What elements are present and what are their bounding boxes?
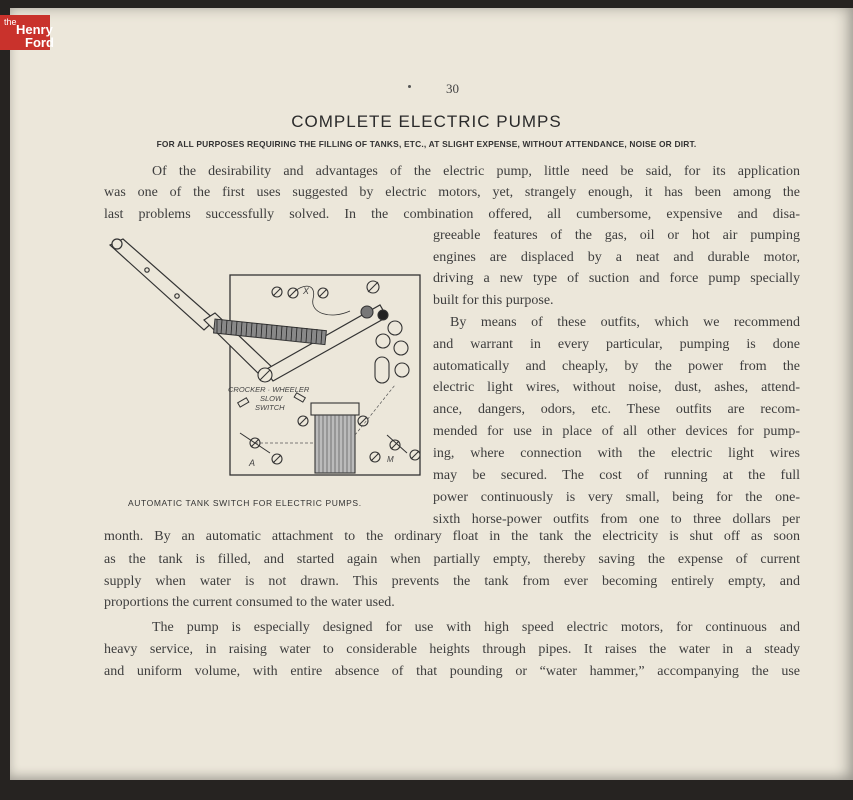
body-line: Of the desirability and advantages of the electric pump, little need be said, for its application — [152, 164, 800, 179]
body-line: may be secured. The cost of running at the full — [433, 468, 800, 483]
body-line: proportions the current consumed to the water used. — [104, 595, 395, 610]
body-line: ance, dangers, odors, etc. These outfits are recom- — [433, 402, 800, 417]
page-number: 30 — [446, 81, 459, 96]
body-line: month. By an automatic attachment to the ordinary float in the tank the electricity is shut off as soon — [104, 529, 800, 544]
body-line: supply when water is not drawn. This prevents the tank from ever becoming entirely empty, and — [104, 574, 800, 589]
body-line: and warrant in every particular, pumping is done — [433, 337, 800, 352]
body-line: sixth horse-power outfits from one to three dollars per — [433, 512, 800, 527]
body-line: power continuously is very small, being for the one- — [433, 490, 800, 505]
page-title: COMPLETE ELECTRIC PUMPS — [291, 112, 562, 131]
body-line: By means of these outfits, which we recommend — [450, 315, 800, 330]
body-line: electric light wires, without noise, dust, ashes, attend- — [433, 380, 800, 395]
body-line: mended for use in place of all other devices for pump- — [433, 424, 800, 439]
body-line: last problems successfully solved. In the combination offered, all cumbersome, expensive and disa- — [104, 207, 800, 222]
label-switch: SWITCH — [255, 403, 285, 412]
body-line: greeable features of the gas, oil or hot air pumping — [433, 228, 800, 243]
label-maker-2: WHEELER — [272, 385, 310, 394]
body-line: engines are displaced by a neat and durable motor, — [433, 250, 800, 265]
tank-switch-illustration: CROCKER · WHEELER SLOW SWITCH X A M — [105, 235, 425, 480]
label-slow: SLOW — [260, 394, 283, 403]
henry-ford-logo: the Henry Ford — [0, 15, 50, 50]
page-subtitle: FOR ALL PURPOSES REQUIRING THE FILLING OF TANKS, ETC., AT SLIGHT EXPENSE, WITHOUT ATTENDANCE, NOISE OR DIRT. — [156, 139, 697, 149]
body-line: was one of the first uses suggested by electric motors, yet, strangely enough, it has been among the — [104, 185, 800, 200]
body-line: as the tank is filled, and started again when partially empty, thereby saving the expense of current — [104, 552, 800, 567]
label-x: X — [303, 286, 310, 296]
body-line: heavy service, in raising water to considerable heights through pipes. It raises the water in a steady — [104, 642, 800, 657]
body-line: built for this purpose. — [433, 293, 554, 308]
body-line: automatically and cheaply, by the power from the — [433, 359, 800, 374]
body-line: and uniform volume, with entire absence of that pounding or “water hammer,” accompanying the use — [104, 664, 800, 679]
label-a: A — [249, 458, 256, 468]
label-maker-1: CROCKER — [228, 385, 266, 394]
body-line: driving a new type of suction and force pump specially — [433, 271, 800, 286]
printer-dot — [408, 85, 411, 88]
tank-switch-drawing — [105, 235, 425, 480]
body-line: The pump is especially designed for use with high speed electric motors, for continuous and — [152, 620, 800, 635]
body-line: ing, where connection with the electric light wires — [433, 446, 800, 461]
figure-caption: AUTOMATIC TANK SWITCH FOR ELECTRIC PUMPS. — [128, 498, 362, 508]
label-m: M — [387, 455, 394, 464]
